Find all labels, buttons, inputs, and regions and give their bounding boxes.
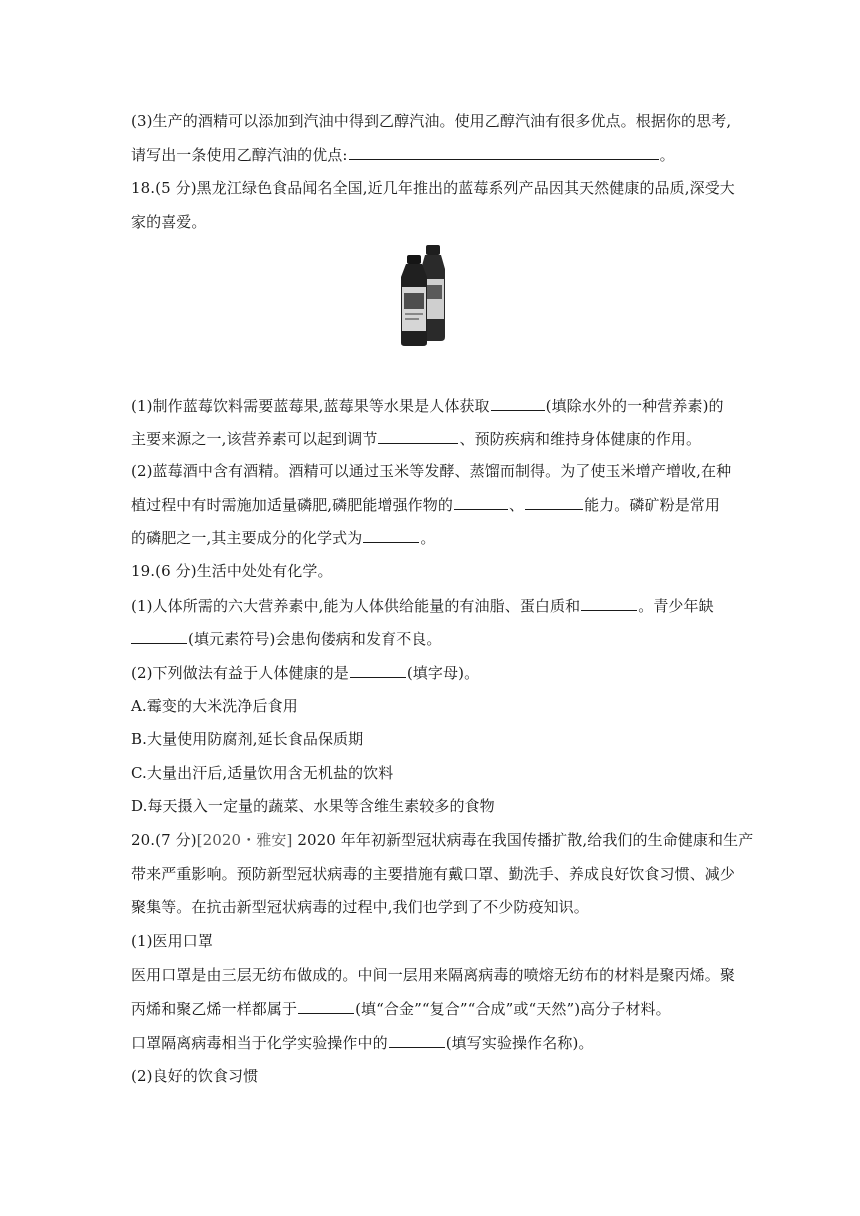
q18-p1-text2: 主要来源之一,该营养素可以起到调节	[131, 430, 378, 448]
q18-stem-text: 18.(5 分)黑龙江绿色食品闻名全国,近几年推出的蓝莓系列产品因其天然健康的品质,深受大	[131, 179, 735, 197]
q20-p2-title	[131, 1066, 258, 1086]
q19-p1-text-b: 。青少年缺	[638, 597, 714, 615]
q19-p1-line2	[131, 628, 442, 649]
option-a-text: A.霉变的大米洗净后食用	[131, 697, 298, 715]
q20-stem-line3	[131, 897, 589, 917]
q19-stem	[131, 561, 333, 581]
q20-p1-line3	[131, 1032, 594, 1053]
q18-stem-text2: 家的喜爱。	[131, 213, 207, 231]
answer-blank[interactable]	[525, 494, 583, 510]
answer-blank[interactable]	[454, 494, 508, 510]
q18-p2-line3	[131, 527, 435, 548]
q20-p1-text3: 口罩隔离病毒相当于化学实验操作中的	[131, 1034, 388, 1052]
q18-p1-text2-b: 、预防疾病和维持身体健康的作用。	[459, 430, 702, 448]
answer-blank[interactable]	[491, 395, 545, 411]
q20-stem-text2: 带来严重影响。预防新型冠状病毒的主要措施有戴口罩、勤洗手、养成良好饮食习惯、减少	[131, 865, 736, 883]
answer-blank[interactable]	[363, 527, 419, 543]
q19-p1-text2: (填元素符号)会患佝偻病和发育不良。	[188, 630, 442, 648]
q18-p2-line2	[131, 494, 720, 515]
q18-p2-text3: 的磷肥之一,其主要成分的化学式为	[131, 529, 363, 547]
q18-p2-text2-c: 能力。磷矿粉是常用	[584, 496, 720, 514]
answer-blank[interactable]	[349, 144, 659, 160]
q19-p2-text: (2)下列做法有益于人体健康的是	[131, 664, 349, 682]
q19-option-b	[131, 729, 363, 749]
answer-blank[interactable]	[350, 662, 406, 678]
q20-p1-text: 医用口罩是由三层无纺布做成的。中间一层用来隔离病毒的喷熔无纺布的材料是聚丙烯。聚	[131, 966, 736, 984]
q17-p3-text: (3)生产的酒精可以添加到汽油中得到乙醇汽油。使用乙醇汽油有很多优点。根据你的思考,	[131, 112, 732, 130]
q18-p2-end: 。	[420, 529, 436, 547]
q18-p2-text: (2)蓝莓酒中含有酒精。酒精可以通过玉米等发酵、蒸馏而制得。为了使玉米增产增收,在种	[131, 462, 732, 480]
q20-stem-line2	[131, 864, 735, 884]
q20-stem-text3: 聚集等。在抗击新型冠状病毒的过程中,我们也学到了不少防疫知识。	[131, 898, 589, 916]
answer-blank[interactable]	[131, 628, 187, 644]
q18-p1-text-b: (填除水外的一种营养素)的	[545, 397, 724, 415]
q19-stem-text: 19.(6 分)生活中处处有化学。	[131, 562, 333, 580]
q18-p1-line2	[131, 428, 701, 449]
answer-blank[interactable]	[389, 1032, 445, 1048]
q18-p2-line1	[131, 461, 731, 481]
q18-p1-text: (1)制作蓝莓饮料需要蓝莓果,蓝莓果等水果是人体获取	[131, 397, 490, 415]
q19-p2-text-b: (填字母)。	[406, 664, 480, 682]
q19-option-a	[131, 696, 298, 716]
q20-p1-line1	[131, 965, 735, 985]
answer-blank[interactable]	[581, 595, 637, 611]
q18-p2-text2: 植过程中有时需施加适量磷肥,磷肥能增强作物的	[131, 496, 453, 514]
option-b-text: B.大量使用防腐剂,延长食品保质期	[131, 730, 364, 748]
q18-p1-line1	[131, 395, 724, 416]
option-c-text: C.大量出汗后,适量饮用含无机盐的饮料	[131, 764, 394, 782]
q18-p2-sep: 、	[508, 496, 525, 514]
q20-p1-title-text: (1)医用口罩	[131, 932, 213, 950]
q19-p1-line1	[131, 595, 714, 616]
q20-number: 20.(7 分)	[131, 831, 197, 849]
q18-stem-line1	[131, 178, 735, 198]
q20-p2-title-text: (2)良好的饮食习惯	[131, 1067, 259, 1085]
q19-p1-text: (1)人体所需的六大营养素中,能为人体供给能量的有油脂、蛋白质和	[131, 597, 581, 615]
q19-option-d	[131, 796, 495, 816]
q17-p3-line2	[131, 144, 675, 165]
q20-stem-line1	[131, 830, 753, 850]
q20-source: [2020・雅安]	[196, 831, 293, 849]
q19-option-c	[131, 763, 393, 783]
answer-blank[interactable]	[298, 998, 354, 1014]
q20-p1-text2-b: (填“合金”“复合”“合成”或“天然”)高分子材料。	[355, 1000, 671, 1018]
q20-p1-title	[131, 931, 213, 951]
q18-stem-line2	[131, 212, 207, 232]
q17-p3-end: 。	[659, 146, 675, 164]
q20-stem-text: 2020 年年初新型冠状病毒在我国传播扩散,给我们的生命健康和生产	[292, 831, 754, 849]
blueberry-bottles-image	[395, 243, 465, 347]
q20-p1-text2: 丙烯和聚乙烯一样都属于	[131, 1000, 298, 1018]
option-d-text: D.每天摄入一定量的蔬菜、水果等含维生素较多的食物	[131, 797, 495, 815]
blueberry-bottles-icon	[395, 243, 465, 347]
q20-p1-text3-b: (填写实验操作名称)。	[445, 1034, 594, 1052]
q20-p1-line2	[131, 998, 671, 1019]
answer-blank[interactable]	[378, 428, 458, 444]
q17-p3-line1	[131, 111, 731, 131]
q17-p3-prompt: 请写出一条使用乙醇汽油的优点:	[131, 146, 348, 164]
q19-p2	[131, 662, 479, 683]
